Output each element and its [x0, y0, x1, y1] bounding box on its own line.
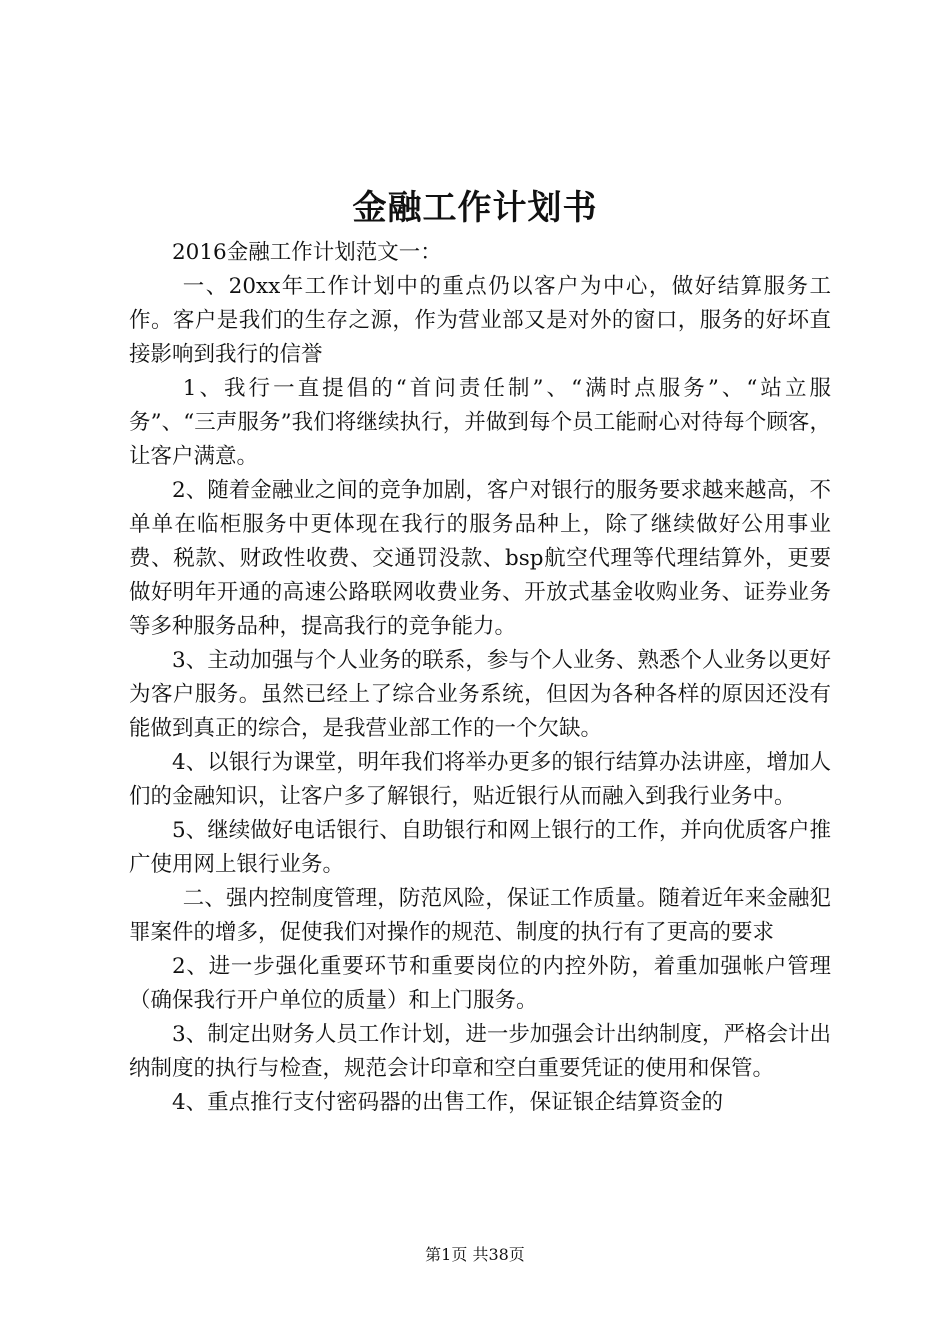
paragraph-item-2: 2、随着金融业之间的竞争加剧，客户对银行的服务要求越来越高，不单单在临柜服务中更体现在我行的服务品种上，除了继续做好公用事业费、税款、财政性收费、交通罚没款、bsp航空代理等代理结算外，更要做好明年开通的高速公路联网收费业务、开放式基金收购业务、证券业务等多种服务品种，提高我行的竞争能力。	[129, 478, 831, 639]
paragraph-section-2: 二、强内控制度管理，防范风险，保证工作质量。随着近年来金融犯罪案件的增多，促使我们对操作的规范、制度的执行有了更高的要求	[129, 886, 831, 945]
paragraph-section-2-item-2: 2、进一步强化重要环节和重要岗位的内控外防，着重加强帐户管理（确保我行开户单位的质量）和上门服务。	[129, 954, 831, 1013]
document-body	[129, 236, 831, 1120]
paragraph-item-5: 5、继续做好电话银行、自助银行和网上银行的工作，并向优质客户推广使用网上银行业务。	[129, 818, 831, 877]
paragraph-item-3: 3、主动加强与个人业务的联系，参与个人业务、熟悉个人业务以更好为客户服务。虽然已经上了综合业务系统，但因为各种各样的原因还没有能做到真正的综合，是我营业部工作的一个欠缺。	[129, 648, 831, 741]
paragraph-section-2-item-3: 3、制定出财务人员工作计划，进一步加强会计出纳制度，严格会计出纳制度的执行与检查，规范会计印章和空白重要凭证的使用和保管。	[129, 1022, 831, 1081]
paragraph-section-2-item-4: 4、重点推行支付密码器的出售工作，保证银企结算资金的	[172, 1090, 724, 1115]
paragraph-item-1: 1、我行一直提倡的“首问责任制”、“满时点服务”、“站立服务”、“三声服务”我们将继续执行，并做到每个员工能耐心对待每个顾客，让客户满意。	[129, 376, 831, 469]
document-title: 金融工作计划书	[352, 188, 598, 228]
paragraph-intro: 2016金融工作计划范文一：	[172, 240, 442, 265]
paragraph-item-4: 4、以银行为课堂，明年我们将举办更多的银行结算办法讲座，增加人们的金融知识，让客户多了解银行，贴近银行从而融入到我行业务中。	[129, 750, 831, 809]
paragraph-section-1: 一、20xx年工作计划中的重点仍以客户为中心，做好结算服务工作。客户是我们的生存之源，作为营业部又是对外的窗口，服务的好坏直接影响到我行的信誉	[129, 274, 831, 367]
page-number-footer: 第1页 共38页	[425, 1245, 525, 1264]
